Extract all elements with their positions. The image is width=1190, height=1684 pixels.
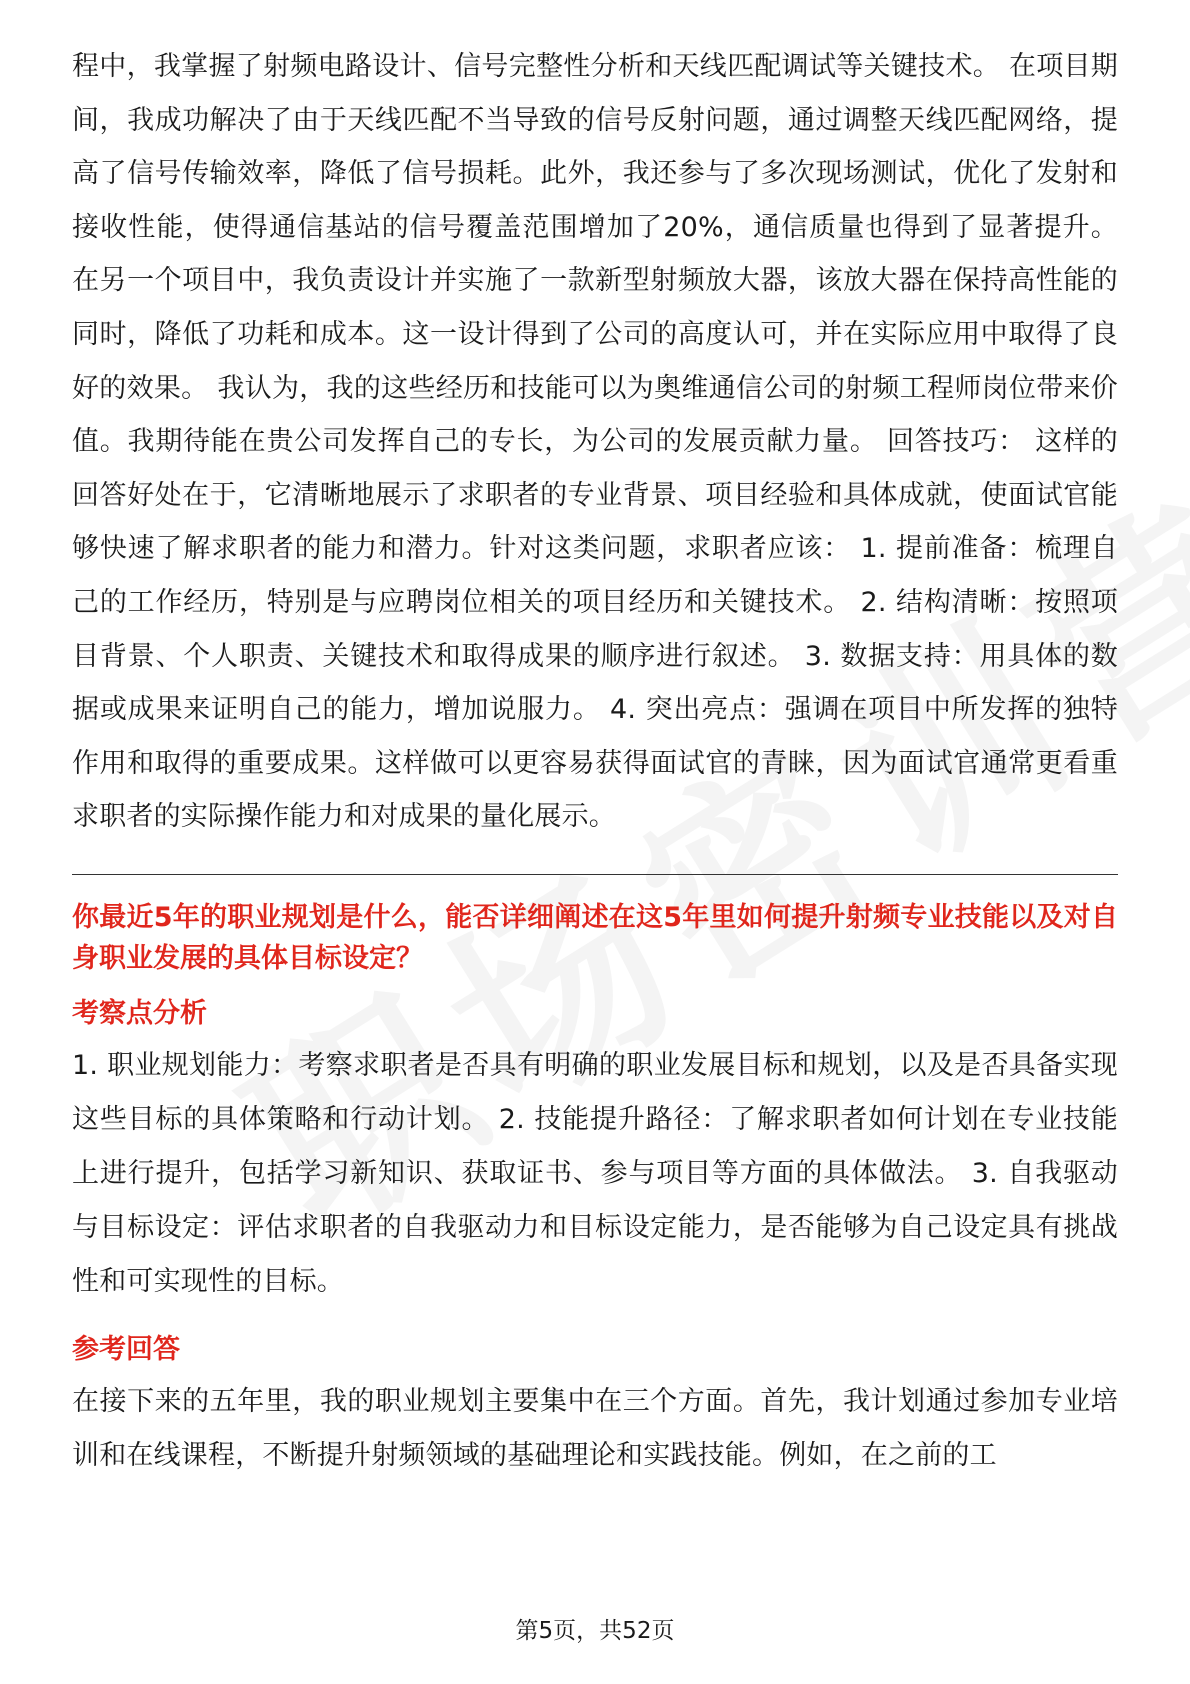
page-footer: 第5页，共52页 bbox=[515, 1618, 675, 1644]
answer-heading: 参考回答 bbox=[72, 1333, 180, 1365]
analysis-heading: 考察点分析 bbox=[72, 997, 207, 1029]
answer-paragraph: 在接下来的五年里，我的职业规划主要集中在三个方面。首先，我计划通过参加专业培训和在线课程，不断提升射频领域的基础理论和实践技能。例如，在之前的工 bbox=[72, 1385, 1118, 1471]
analysis-paragraph: 1. 职业规划能力：考察求职者是否具有明确的职业发展目标和规划，以及是否具备实现这些目标的具体策略和行动计划。 2. 技能提升路径：了解求职者如何计划在专业技能上进行提升，包括学习新知识、获取证书、参与项目等方面的具体做法。 3. 自我驱动与目标设定：评估求职者的自我驱动力和目标设定能力，是否能够为自己设定具有挑战性和可实现性的目标。 bbox=[72, 1049, 1118, 1297]
body-paragraph: 程中，我掌握了射频电路设计、信号完整性分析和天线匹配调试等关键技术。 在项目期间，我成功解决了由于天线匹配不当导致的信号反射问题，通过调整天线匹配网络，提高了信号传输效率，降低了信号损耗。此外，我还参与了多次现场测试，优化了发射和接收性能，使得通信基站的信号覆盖范围增加了20%，通信质量也得到了显著提升。 在另一个项目中，我负责设计并实施了一款新型射频放大器，该放大器在保持高性能的同时，降低了功耗和成本。这一设计得到了公司的高度认可，并在实际应用中取得了良好的效果。 我认为，我的这些经历和技能可以为奥维通信公司的射频工程师岗位带来价值。我期待能在贵公司发挥自己的专长，为公司的发展贡献力量。 回答技巧： 这样的回答好处在于，它清晰地展示了求职者的专业背景、项目经验和具体成就，使面试官能够快速了解求职者的能力和潜力。针对这类问题，求职者应该： 1. 提前准备：梳理自己的工作经历，特别是与应聘岗位相关的项目经历和关键技术。 2. 结构清晰：按照项目背景、个人职责、关键技术和取得成果的顺序进行叙述。 3. 数据支持：用具体的数据或成果来证明自己的能力，增加说服力。 4. 突出亮点：强调在项目中所发挥的独特作用和取得的重要成果。这样做可以更容易获得面试官的青睐，因为面试官通常更看重求职者的实际操作能力和对成果的量化展示。 bbox=[72, 51, 1118, 833]
document-page bbox=[72, 40, 1118, 1483]
section-divider bbox=[72, 874, 1118, 875]
interview-question: 你最近5年的职业规划是什么，能否详细阐述在这5年里如何提升射频专业技能以及对自身职业发展的具体目标设定？ bbox=[72, 901, 1118, 974]
